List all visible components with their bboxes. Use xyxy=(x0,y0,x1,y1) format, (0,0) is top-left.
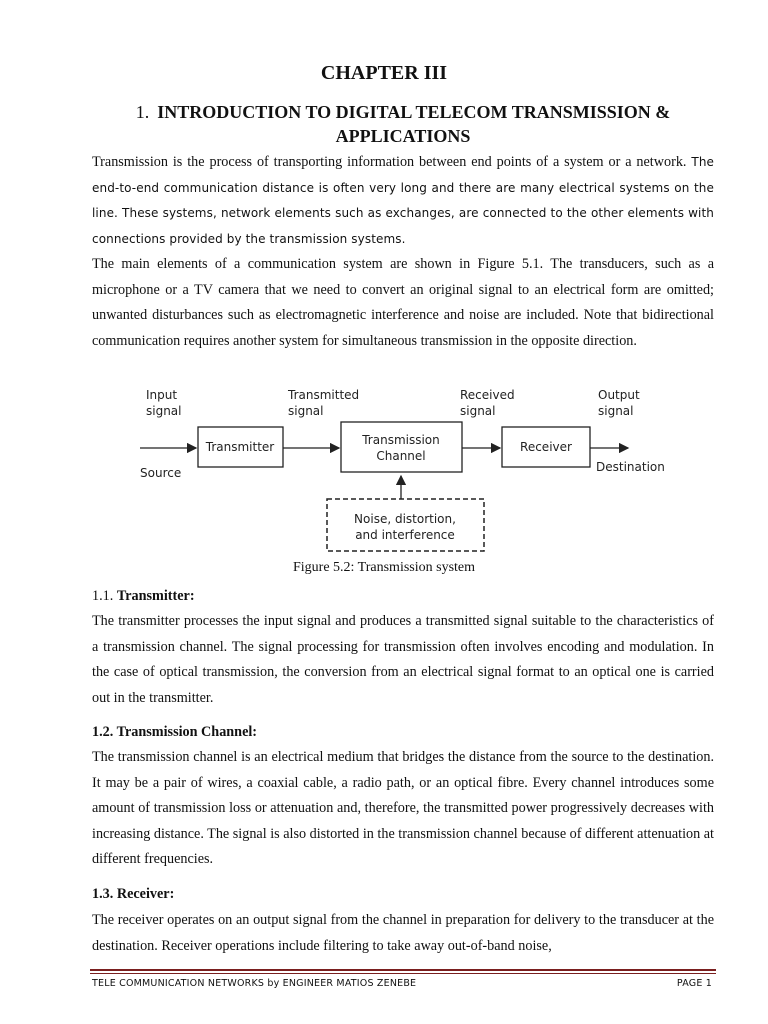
receiver-paragraph: The receiver operates on an output signal from the channel in preparation for delivery to the transducer at the destination. Receiver operations include filtering to take away out-of-band noise, xyxy=(92,912,714,954)
intro-sans-text: The end-to-end communication distance is often very long and there are many electrical systems on the line. These systems, network elements such as exchanges, are connected to the other elements with connections provided by the transmission systems. xyxy=(92,155,715,246)
receiver-block-label: Receiver xyxy=(520,440,572,454)
footer-divider xyxy=(90,969,716,971)
transmitter-heading xyxy=(92,588,195,605)
channel-block-label-1: Transmission xyxy=(362,433,440,447)
transmitted-signal-label-1: Transmitted xyxy=(288,388,360,402)
output-signal-label-1: Output xyxy=(598,388,640,402)
destination-label: Destination xyxy=(596,460,665,474)
transmitter-block-label: Transmitter xyxy=(205,440,275,454)
input-signal-label-2: signal xyxy=(146,404,182,418)
transmitter-paragraph: The transmitter processes the input signal and produces a transmitted signal suitable to the characteristics of a transmission channel. The signal processing for transmission often involves encoding and modulation. In the case of optical transmission, the conversion from an electrical signal format to an optical one is carried out in the transmitter. xyxy=(92,613,714,706)
received-signal-label-2: signal xyxy=(460,404,496,418)
noise-block-label-1: Noise, distortion, xyxy=(354,512,456,526)
transmission-system-diagram xyxy=(0,380,768,560)
intro-line: Transmission is the process of transporting information between end points of a system or a network. xyxy=(92,154,687,170)
footer-title: TELE COMMUNICATION NETWORKS by ENGINEER MATIOS ZENEBE xyxy=(92,978,417,989)
chapter-title: CHAPTER III xyxy=(320,62,448,84)
section-number: 1. xyxy=(135,102,150,122)
intro-paragraph xyxy=(92,150,714,252)
transmitted-signal-label-2: signal xyxy=(288,404,324,418)
channel-heading xyxy=(92,724,257,741)
transmitter-section-number: 1.1. xyxy=(92,588,114,604)
channel-paragraph: The transmission channel is an electrical medium that bridges the distance from the source to the destination. It may be a pair of wires, a coaxial cable, a radio path, or an optical fibre. Every channel introduces some amount of transmission loss or attenuation and, therefore, the transmitted power progressively decreases with increasing distance. The signal is also distorted in the transmission channel because of different attenuation at different frequencies. xyxy=(92,749,714,867)
channel-block xyxy=(341,422,462,472)
section-title: INTRODUCTION TO DIGITAL TELECOM TRANSMISSION & APPLICATIONS xyxy=(157,102,671,146)
section-heading xyxy=(92,100,714,148)
figure-caption: Figure 5.2: Transmission system xyxy=(292,560,476,575)
channel-section-title: 1.2. Transmission Channel: xyxy=(92,724,258,740)
input-signal-label-1: Input xyxy=(146,388,178,402)
receiver-heading xyxy=(92,886,174,903)
received-signal-label-1: Received xyxy=(460,388,515,402)
source-label: Source xyxy=(140,466,182,480)
receiver-section-title: 1.3. Receiver: xyxy=(92,886,175,902)
output-signal-label-2: signal xyxy=(598,404,634,418)
footer-divider-thin xyxy=(90,973,716,974)
channel-block-label-2: Channel xyxy=(376,449,426,463)
page-number: PAGE 1 xyxy=(676,978,712,989)
transmitter-section-title: Transmitter: xyxy=(116,588,195,604)
elements-paragraph: The main elements of a communication system are shown in Figure 5.1. The transducers, such as a microphone or a TV camera that we need to convert an original signal to an electrical form are omitted; unwanted disturbances such as electromagnetic interference and noise are included. Note that bidirectional communication requires another system for simultaneous transmission in the opposite direction. xyxy=(92,256,714,349)
noise-block-label-2: and interference xyxy=(355,528,455,542)
